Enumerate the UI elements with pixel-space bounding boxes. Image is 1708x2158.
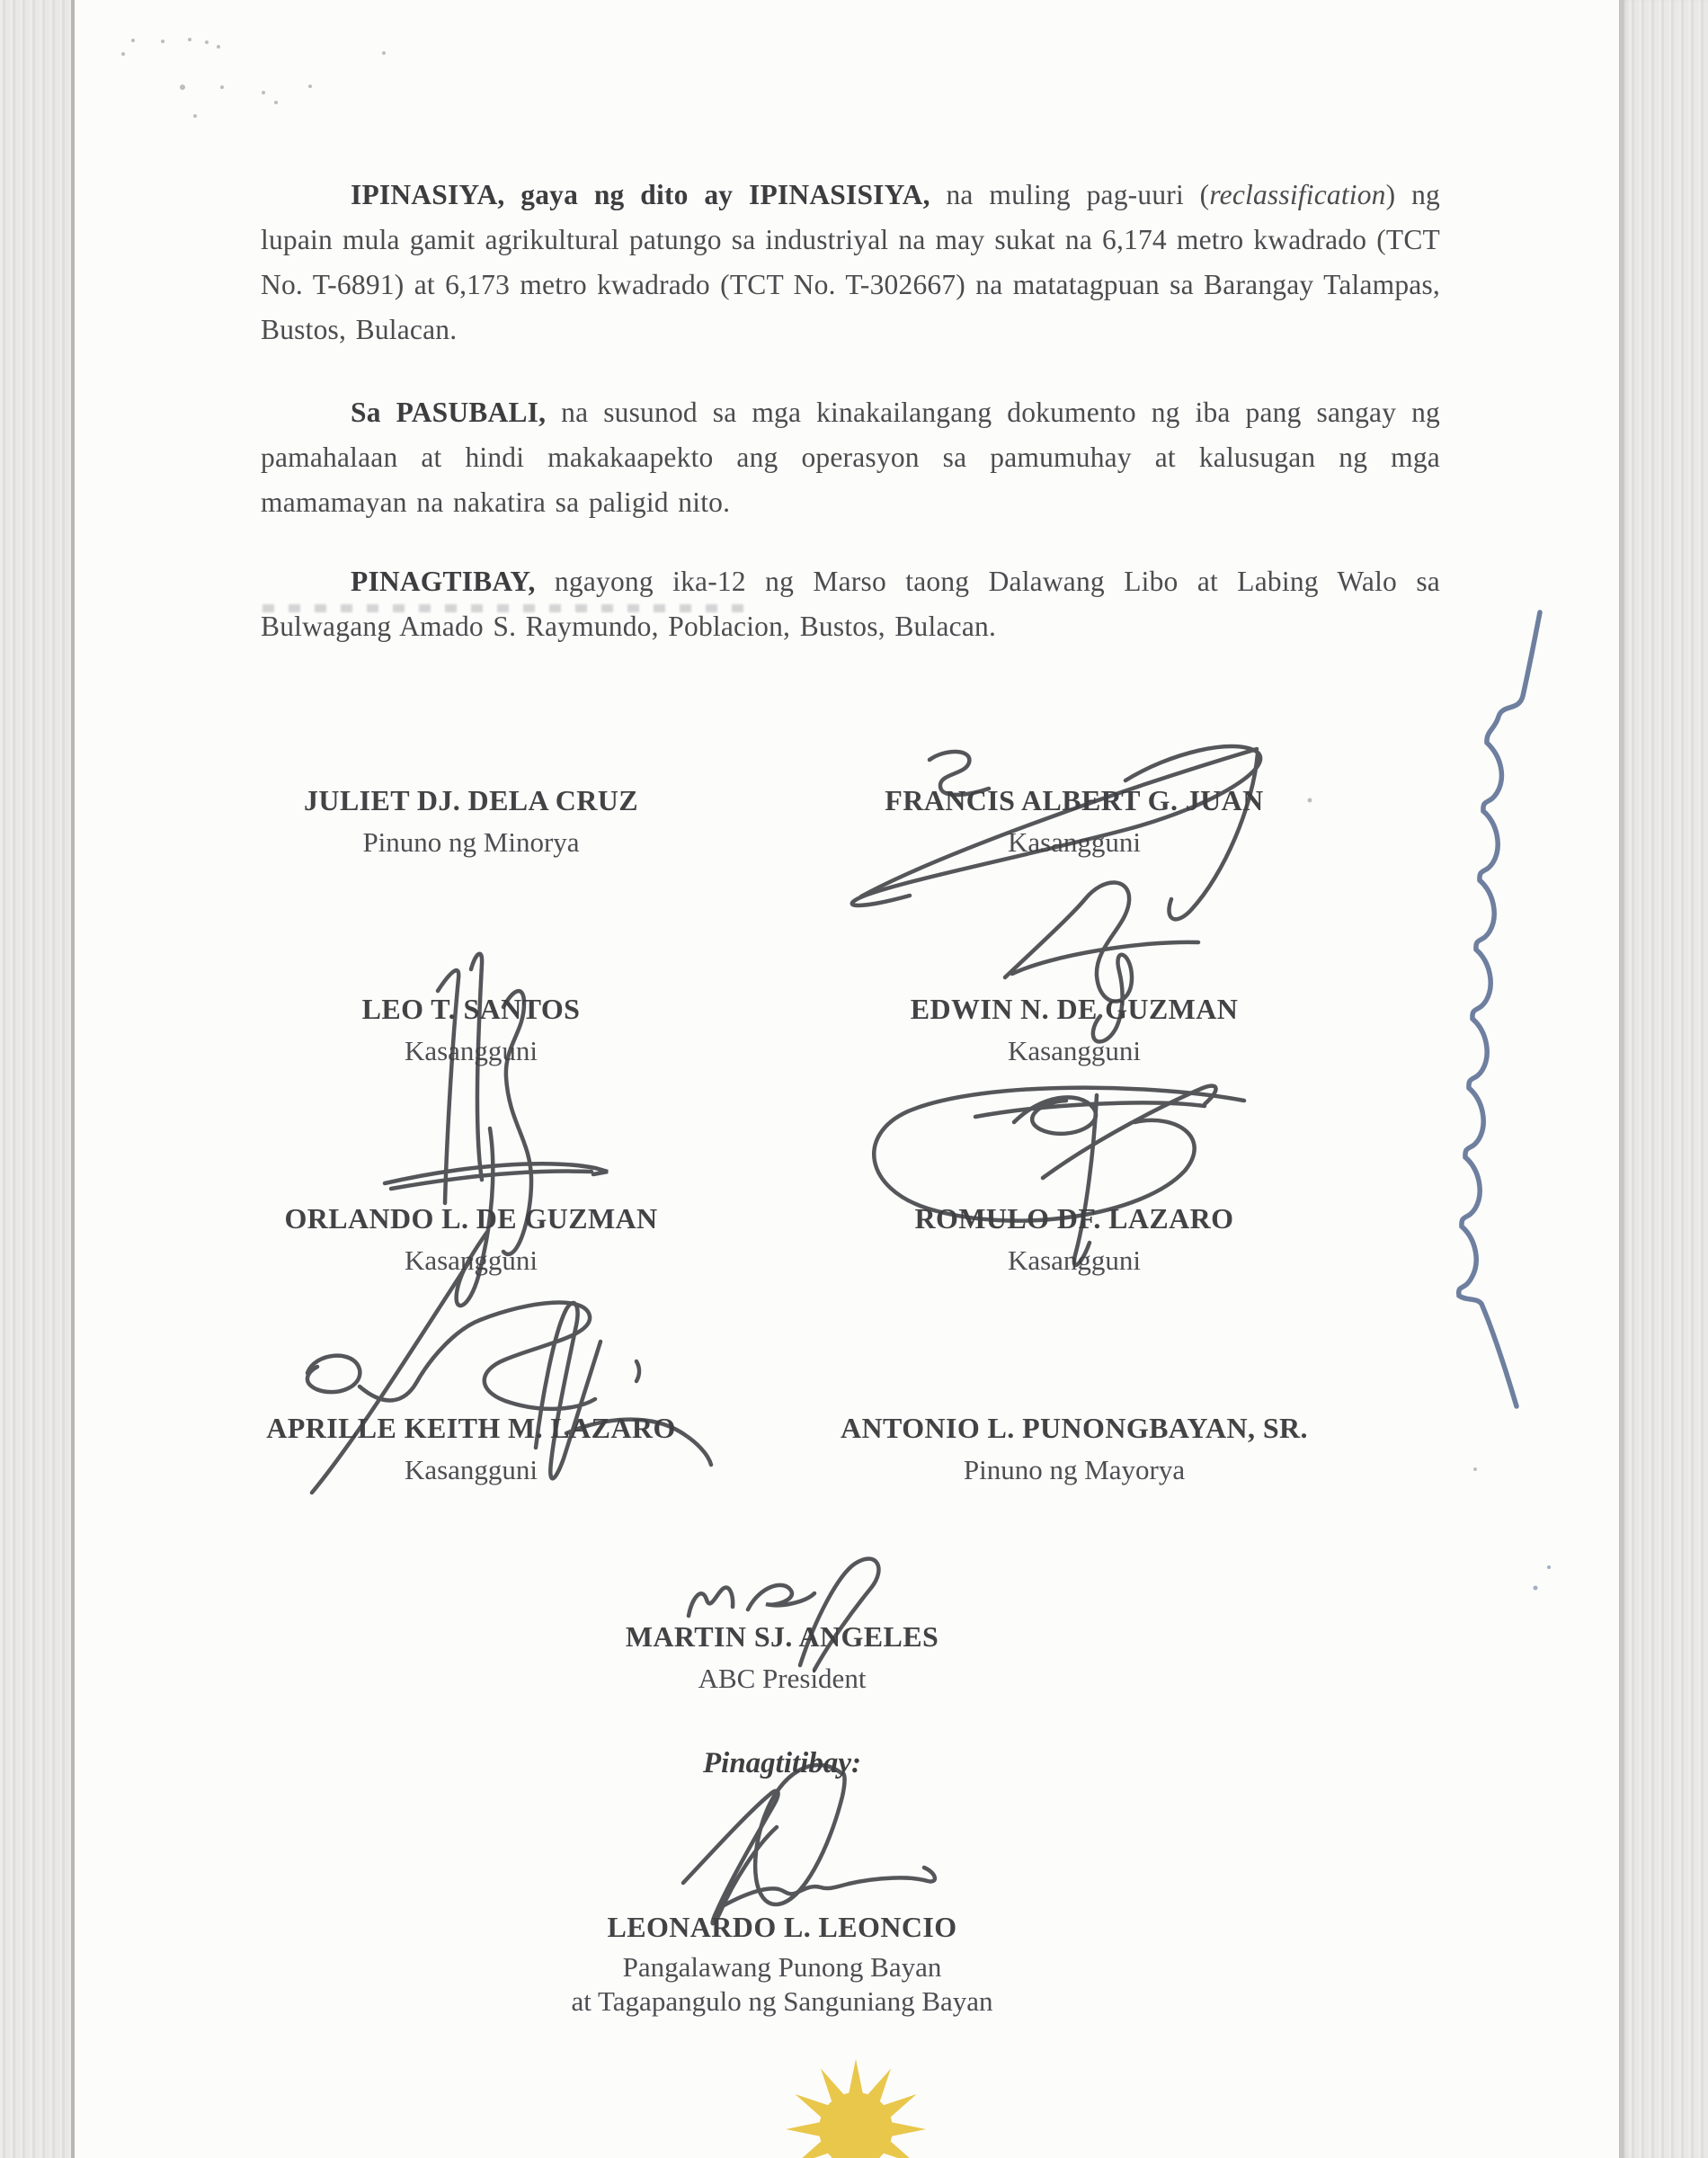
signatory-name: MARTIN SJ. ANGELES bbox=[625, 1620, 939, 1653]
signatory-title: Kasangguni bbox=[404, 1244, 538, 1276]
paragraph-text: ngayong ika-12 ng Marso taong Dalawang Libo at Labing Walo sa Bulwagang Amado S. Raymundo, Poblacion, Bustos, Bulacan. bbox=[261, 566, 1440, 642]
signatory-block-dela-cruz bbox=[156, 782, 786, 860]
scanner-background-left bbox=[0, 0, 75, 2158]
signatory-name: ORLANDO L. DE GUZMAN bbox=[284, 1202, 658, 1235]
paragraph-text: na muling pag-uuri ( bbox=[930, 179, 1210, 210]
signatory-block-lazaro-romulo bbox=[760, 1200, 1389, 1278]
signatory-block-de-guzman-orlando bbox=[156, 1200, 786, 1278]
signatory-title: Kasangguni bbox=[1007, 1035, 1142, 1066]
signatory-name: EDWIN N. DE GUZMAN bbox=[910, 993, 1239, 1025]
paragraph-lead: IPINASIYA, gaya ng dito ay IPINASISIYA, bbox=[351, 179, 930, 210]
signatory-title: Kasangguni bbox=[404, 1035, 538, 1066]
signatory-title: ABC President bbox=[698, 1663, 867, 1694]
scanner-background-right bbox=[1619, 0, 1708, 2158]
paragraph-text: ) ng lupain mula gamit agrikultural patungo sa industriyal na may sukat na 6,174 metro kwadrado (TCT No. T-6891) at 6,173 metro kwadrado (TCT No. T-302667) na matatagpuan sa Barangay Talampas, Bustos, Bulacan. bbox=[261, 179, 1440, 345]
paragraph-text: na susunod sa mga kinakailangang dokumento ng iba pang sangay ng pamahalaan at hindi makakaapekto ang operasyon sa pamumuhay at kalusugan ng mga mamamayan na nakatira sa paligid nito. bbox=[261, 397, 1440, 518]
paragraph-lead: Sa PASUBALI, bbox=[351, 397, 547, 428]
signatory-title: Kasangguni bbox=[1007, 826, 1142, 858]
signatory-block-de-guzman-edwin bbox=[760, 991, 1389, 1068]
signatory-name: JULIET DJ. DELA CRUZ bbox=[304, 784, 638, 816]
signatory-name: FRANCIS ALBERT G. JUAN bbox=[885, 784, 1264, 816]
signatory-title: at Tagapangulo ng Sanguniang Bayan bbox=[571, 1985, 993, 2017]
signatory-title: Pinuno ng Minorya bbox=[362, 826, 580, 858]
signatory-block-lazaro-aprille bbox=[156, 1410, 786, 1487]
attestation-label: Pinagtitibay: bbox=[703, 1747, 861, 1779]
signatory-block-juan bbox=[760, 782, 1389, 860]
paragraph-italic-term: reclassification bbox=[1209, 179, 1386, 210]
resolution-paragraph-2 bbox=[261, 390, 1440, 525]
resolution-paragraph-1 bbox=[261, 173, 1440, 352]
signatory-name: ANTONIO L. PUNONGBAYAN, SR. bbox=[841, 1412, 1308, 1444]
signatory-title: Kasangguni bbox=[404, 1454, 538, 1485]
signatory-block-angeles bbox=[467, 1618, 1097, 1696]
signatory-title: Pinuno ng Mayorya bbox=[963, 1454, 1186, 1485]
signatory-title: Pangalawang Punong Bayan bbox=[622, 1951, 942, 1983]
signatory-name: ROMULO DF. LAZARO bbox=[914, 1202, 1234, 1235]
signatory-title: Kasangguni bbox=[1007, 1244, 1142, 1276]
signatory-name: LEO T. SANTOS bbox=[361, 993, 581, 1025]
signatory-name: APRILLE KEITH M. LAZARO bbox=[266, 1412, 676, 1444]
scan-ghosting-artifact bbox=[262, 604, 752, 612]
signatory-block-leoncio bbox=[467, 1909, 1097, 2019]
signatory-block-santos bbox=[156, 991, 786, 1068]
signatory-name: LEONARDO L. LEONCIO bbox=[607, 1911, 957, 1943]
paragraph-lead: PINAGTIBAY, bbox=[351, 566, 536, 597]
signatory-block-punongbayan bbox=[760, 1410, 1389, 1487]
